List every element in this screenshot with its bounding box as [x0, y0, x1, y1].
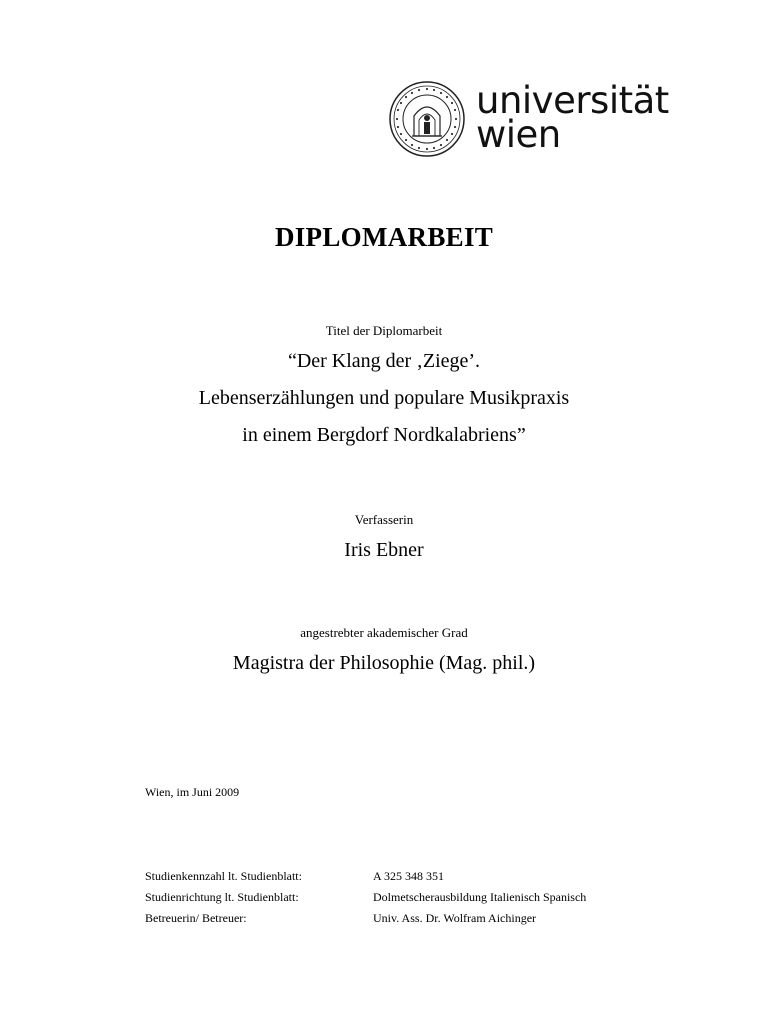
author-name: Iris Ebner — [344, 539, 424, 561]
author-label: Verfasserin — [354, 512, 414, 527]
study-info-value: Dolmetscherausbildung Italienisch Spanisch — [373, 890, 587, 904]
wordmark-line-2: wien — [476, 113, 561, 156]
thesis-title-line-1: “Der Klang der ‚Ziege’. — [287, 350, 481, 372]
study-info-value: Univ. Ass. Dr. Wolfram Aichinger — [373, 911, 537, 925]
study-info-key: Studienrichtung lt. Studienblatt: — [145, 890, 299, 904]
study-info-value: A 325 348 351 — [373, 869, 445, 883]
wordmark-line-1: universität — [476, 79, 669, 122]
thesis-title-line-3: in einem Bergdorf Nordkalabriens” — [242, 424, 526, 446]
degree-name: Magistra der Philosophie (Mag. phil.) — [232, 652, 536, 674]
university-wordmark — [476, 79, 669, 156]
study-info-row — [145, 866, 586, 887]
title-label: Titel der Diplomarbeit — [325, 323, 443, 338]
thesis-title-line-2: Lebenserzählungen und populare Musikpraxis — [198, 387, 570, 409]
place-date: Wien, im Juni 2009 — [145, 785, 240, 799]
document-type-heading: DIPLOMARBEIT — [274, 222, 494, 252]
university-seal-icon — [388, 80, 466, 158]
study-info-table — [145, 866, 586, 929]
university-logo — [388, 79, 669, 160]
study-info-row — [145, 887, 586, 908]
study-info-key: Betreuerin/ Betreuer: — [145, 911, 247, 925]
degree-label: angestrebter akademischer Grad — [300, 625, 468, 640]
study-info-row — [145, 908, 586, 929]
study-info-key: Studienkennzahl lt. Studienblatt: — [145, 869, 302, 883]
